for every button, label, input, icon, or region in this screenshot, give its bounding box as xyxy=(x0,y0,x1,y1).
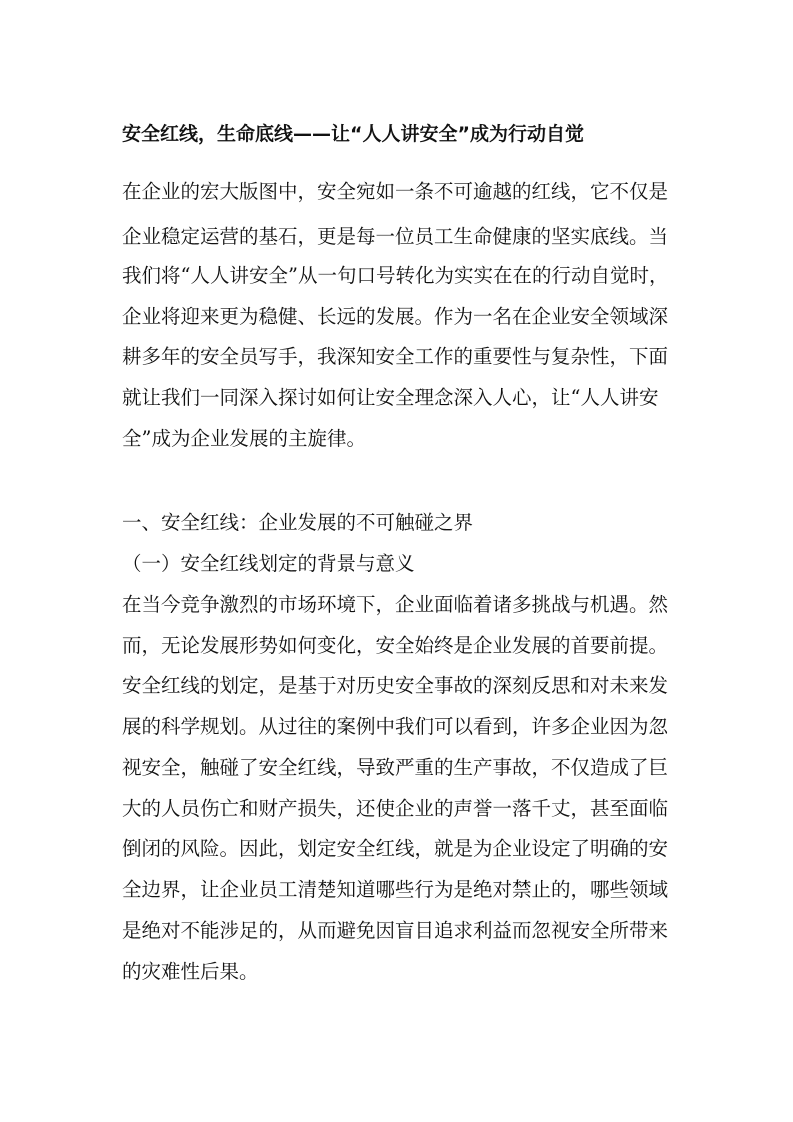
body-line: 倒闭的风险。因此，划定安全红线，就是为企业设定了明确的安 xyxy=(122,837,669,860)
body-line: 的灾难性后果。 xyxy=(122,960,259,983)
document-title: 安全红线，生命底线——让“人人讲安全”成为行动自觉 xyxy=(122,123,584,145)
body-line: 大的人员伤亡和财产损失，还使企业的声誉一落千丈，甚至面临 xyxy=(122,797,669,820)
intro-line: 就让我们一同深入探讨如何让安全理念深入人心，让“人人讲安 xyxy=(122,386,659,409)
section-heading: 一、安全红线：企业发展的不可触碰之界 xyxy=(122,511,474,534)
intro-line: 企业将迎来更为稳健、长远的发展。作为一名在企业安全领域深 xyxy=(122,305,669,328)
subsection-heading: （一）安全红线划定的背景与意义 xyxy=(122,552,415,575)
body-line: 视安全，触碰了安全红线，导致严重的生产事故，不仅造成了巨 xyxy=(122,756,669,779)
body-line: 是绝对不能涉足的，从而避免因盲目追求利益而忽视安全所带来 xyxy=(122,919,669,942)
intro-line: 企业稳定运营的基石，更是每一位员工生命健康的坚实底线。当 xyxy=(122,225,669,248)
body-line: 而，无论发展形势如何变化，安全始终是企业发展的首要前提。 xyxy=(122,634,669,657)
body-line: 安全红线的划定，是基于对历史安全事故的深刻反思和对未来发 xyxy=(122,674,669,697)
intro-line: 我们将“人人讲安全”从一句口号转化为实实在在的行动自觉时， xyxy=(122,264,669,287)
intro-line: 在企业的宏大版图中，安全宛如一条不可逾越的红线，它不仅是 xyxy=(122,180,669,203)
body-line: 展的科学规划。从过往的案例中我们可以看到，许多企业因为忽 xyxy=(122,715,669,738)
intro-line: 全”成为企业发展的主旋律。 xyxy=(122,427,366,450)
body-line: 全边界，让企业员工清楚知道哪些行为是绝对禁止的，哪些领域 xyxy=(122,878,669,901)
intro-line: 耕多年的安全员写手，我深知安全工作的重要性与复杂性，下面 xyxy=(122,345,669,368)
body-line: 在当今竞争激烈的市场环境下，企业面临着诸多挑战与机遇。然 xyxy=(122,593,669,616)
